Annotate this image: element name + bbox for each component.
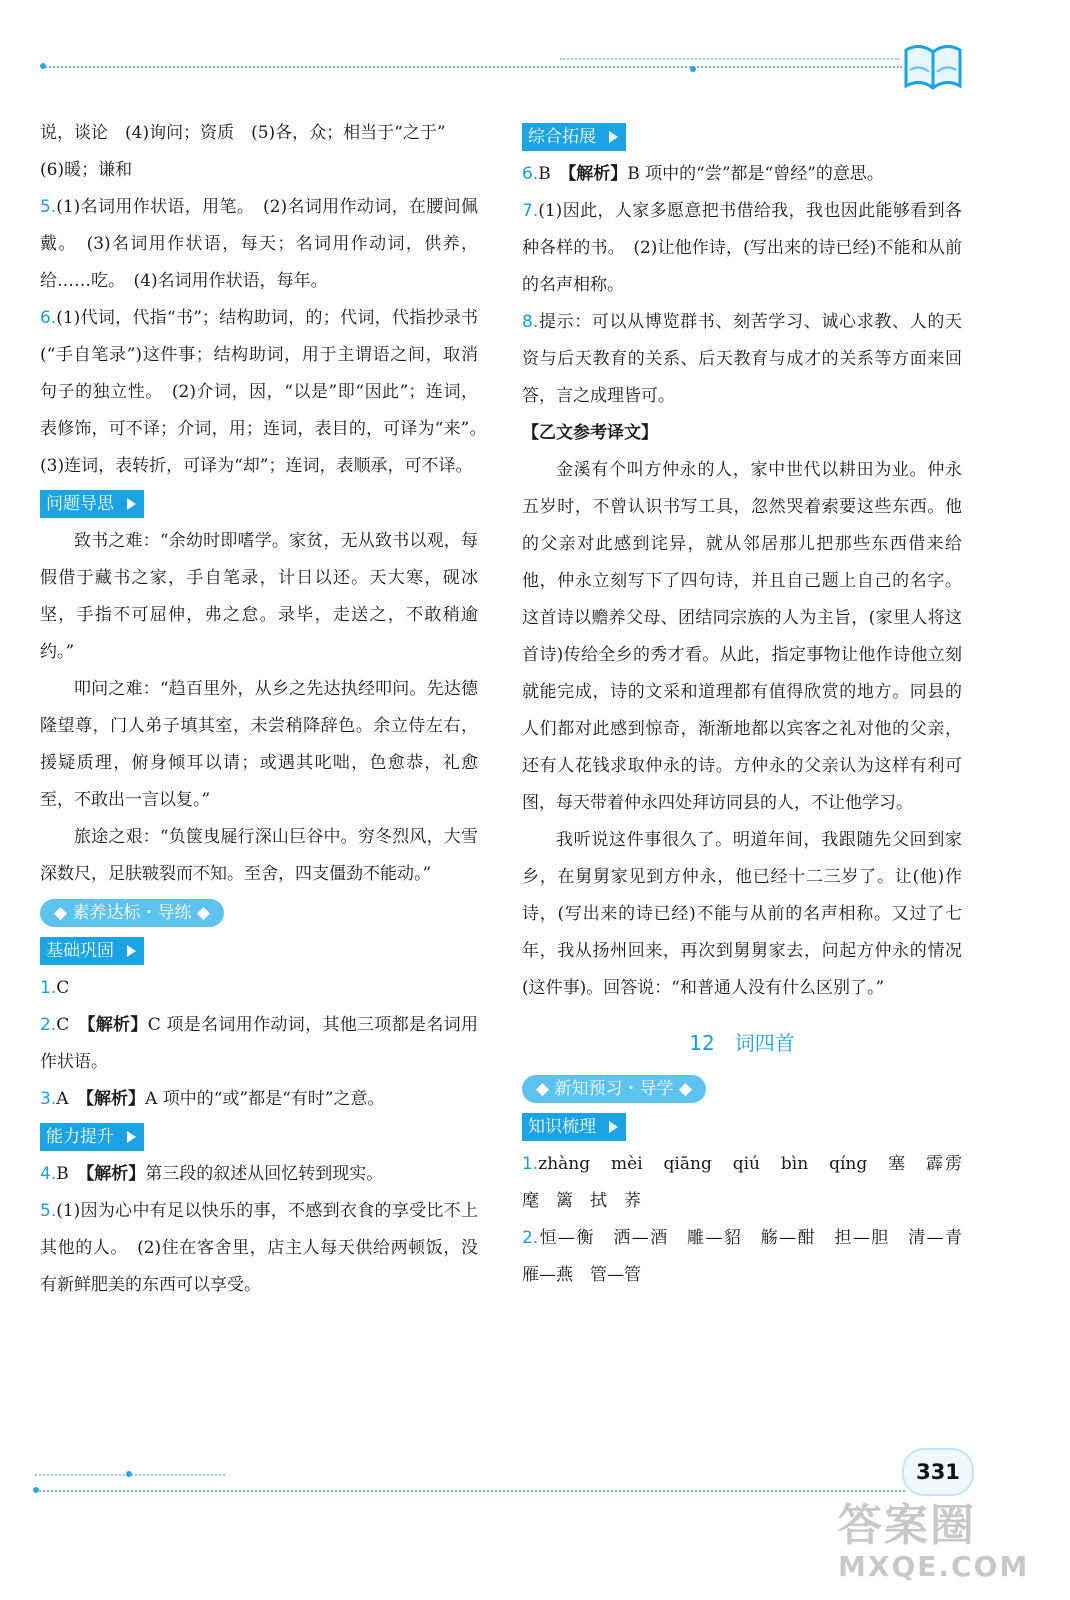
answer-text: (1)名词用作状语，用笔。 (2)名词用作动词，在腰间佩戴。 (3)名词用作状语，每天；名词用作动词，供养，给……吃。 (4)名词用作状语，每年。 [40, 197, 478, 291]
footer-dot [126, 1471, 132, 1477]
answer-text: C [56, 978, 70, 998]
lesson-heading [522, 1021, 962, 1065]
answer-r6 [522, 156, 962, 193]
answer-r8 [522, 304, 962, 415]
answer-choice: C [56, 1015, 87, 1035]
answer-1 [40, 970, 478, 1007]
header-dot-left [40, 63, 46, 69]
answer-5 [40, 189, 478, 300]
translation-paragraph-2: 我听说这件事很久了。明道年间，我跟随先父回到家乡，在舅舅家见到方仲永，他已经十二三岁了。让(他)作诗，(写出来的诗已经)不能与从前的名声相称。又过了七年，我从扬州回来，再次到舅舅家去，问起方仲永的情况(这件事)。回答说：“和普通人没有什么区别了。” [522, 830, 962, 998]
answer-5b [40, 1193, 478, 1304]
analysis-label: 【解析】 [567, 164, 628, 184]
answer-choice: B [538, 164, 568, 184]
answer-number: 5. [40, 197, 57, 217]
section-pill-suyang: ◆ 素养达标・导练 ◆ [40, 899, 224, 927]
analysis-label: 【解析】 [85, 1164, 146, 1184]
paragraph-kouwen: 叩问之难：“趋百里外，从乡之先达执经叩问。先达德隆望尊，门人弟子填其室，未尝稍降辞色。余立侍左右，援疑质理，俯身倾耳以请；或遇其叱咄，色愈恭，礼愈至，不敢出一言以复。” [40, 679, 478, 810]
answer-text: 第三段的叙述从回忆转到现实。 [145, 1164, 384, 1184]
knowledge-2 [522, 1220, 979, 1294]
section-tag-zonghe: 综合拓展 [522, 123, 626, 151]
header-dotted-line [42, 66, 902, 68]
answer-number: 2. [40, 1015, 57, 1035]
answer-choice: A [56, 1089, 86, 1109]
intro-line-1: 说，谈论 (4)询问；资质 (5)各，众；相当于“之于” [40, 123, 446, 143]
answer-number: 6. [40, 308, 57, 328]
left-column [40, 115, 495, 1304]
answer-number: 1. [40, 978, 57, 998]
section-tag-zhishi: 知识梳理 [522, 1113, 626, 1141]
header-dotted-line-short [560, 58, 900, 60]
answer-3 [40, 1081, 478, 1118]
knowledge-1 [522, 1146, 979, 1220]
answer-number: 7. [522, 201, 539, 221]
answer-text: zhàng mèi qiāng qiú bìn qíng 塞 霹雳 麾 篱 拭 荞 [522, 1154, 979, 1211]
watermark-logo [838, 1502, 1048, 1592]
intro-line-2: (6)暖；谦和 [40, 160, 133, 180]
watermark-url: MXQE.COM [838, 1550, 1030, 1583]
answer-text: 提示：可以从博览群书、刻苦学习、诚心求教、人的天资与后天教育的关系、后天教育与成才的关系等方面来回答，言之成理皆可。 [522, 312, 962, 406]
open-book-icon [902, 40, 964, 92]
answer-2 [40, 1007, 478, 1081]
analysis-label: 【解析】 [85, 1089, 146, 1109]
footer-dot-left [33, 1487, 39, 1493]
answer-r7 [522, 193, 962, 304]
header-dot-mid [690, 66, 696, 72]
section-pill-xinzhi: ◆ 新知预习・导学 ◆ [522, 1075, 706, 1103]
answer-text: A 项中的“或”都是“有时”之意。 [145, 1089, 385, 1109]
answer-text: (1)因此，人家多愿意把书借给我，我也因此能够看到各种各样的书。 (2)让他作诗，(写出来的诗已经)不能和从前的名声相称。 [522, 201, 962, 295]
answer-text: B 项中的“尝”都是“曾经”的意思。 [627, 164, 884, 184]
lesson-title: 词四首 [734, 1031, 795, 1055]
answer-number: 1. [522, 1154, 539, 1174]
answer-number: 8. [522, 312, 539, 332]
answer-number: 6. [522, 164, 539, 184]
translation-paragraph-1: 金溪有个叫方仲永的人，家中世代以耕田为业。仲永五岁时，不曾认识书写工具，忽然哭着索要这些东西。他的父亲对此感到诧异，就从邻居那儿把那些东西借来给他，仲永立刻写下了四句诗，并且自己题上自己的名字。这首诗以赡养父母、团结同宗族的人为主旨，(家里人将这首诗)传给全乡的秀才看。从此，指定事物让他作诗他立刻就能完成，诗的文采和道理都有值得欣赏的地方。同县的人们都对此感到惊奇，渐渐地都以宾客之礼对他的父亲，还有人花钱求取仲永的诗。方仲永的父亲认为这样有利可图，每天带着仲永四处拜访同县的人，不让他学习。 [522, 460, 962, 813]
watermark-text: 答案圈 [838, 1500, 976, 1551]
answer-4 [40, 1156, 478, 1193]
answer-text: (1)代词，代指“书”；结构助词，的；代词，代指抄录书(“手自笔录”)这件事；结构助词，用于主谓语之间，取消句子的独立性。 (2)介词，因，“以是”即“因此”；连词，表修饰，可不译；介词，用；连词，表目的，可译为“来”。 (3)连词，表转折，可译为“却”；连词，表顺承，可不译。 [40, 308, 495, 476]
paragraph-lvtu: 旅途之艰：“负箧曳屣行深山巨谷中。穷冬烈风，大雪深数尺，足肤皲裂而不知。至舍，四支僵劲不能动。” [40, 827, 478, 884]
page-number: 331 [902, 1448, 974, 1496]
section-tag-wenti: 问题导思 [40, 490, 144, 518]
section-tag-jichu: 基础巩固 [40, 937, 144, 965]
lesson-number: 12 [689, 1031, 715, 1055]
answer-choice: B [56, 1164, 86, 1184]
section-tag-nengli: 能力提升 [40, 1123, 144, 1151]
answer-number: 4. [40, 1164, 57, 1184]
answer-text: 恒—衡 洒—酒 雕—貂 觞—酣 担—胆 清—青 雁—燕 管—管 [522, 1228, 979, 1285]
answer-6 [40, 300, 495, 485]
analysis-label: 【解析】 [86, 1015, 148, 1035]
answer-number: 3. [40, 1089, 57, 1109]
answer-number: 2. [522, 1228, 539, 1248]
answer-number: 5. [40, 1201, 57, 1221]
answer-text: (1)因为心中有足以快乐的事，不感到衣食的享受比不上其他的人。 (2)住在客舍里，店主人每天供给两顿饭，没有新鲜肥美的东西可以享受。 [40, 1201, 478, 1295]
translation-title: 【乙文参考译文】 [522, 423, 658, 443]
answer-text: C 项是名词用作动词，其他三项都是名词用作状语。 [40, 1015, 479, 1072]
footer-dotted-line [35, 1490, 905, 1492]
paragraph-zhishu: 致书之难：“余幼时即嗜学。家贫，无从致书以观，每假借于藏书之家，手自笔录，计日以还。天大寒，砚冰坚，手指不可屈伸，弗之怠。录毕，走送之，不敢稍逾约。” [40, 531, 478, 662]
right-column [522, 115, 979, 1294]
